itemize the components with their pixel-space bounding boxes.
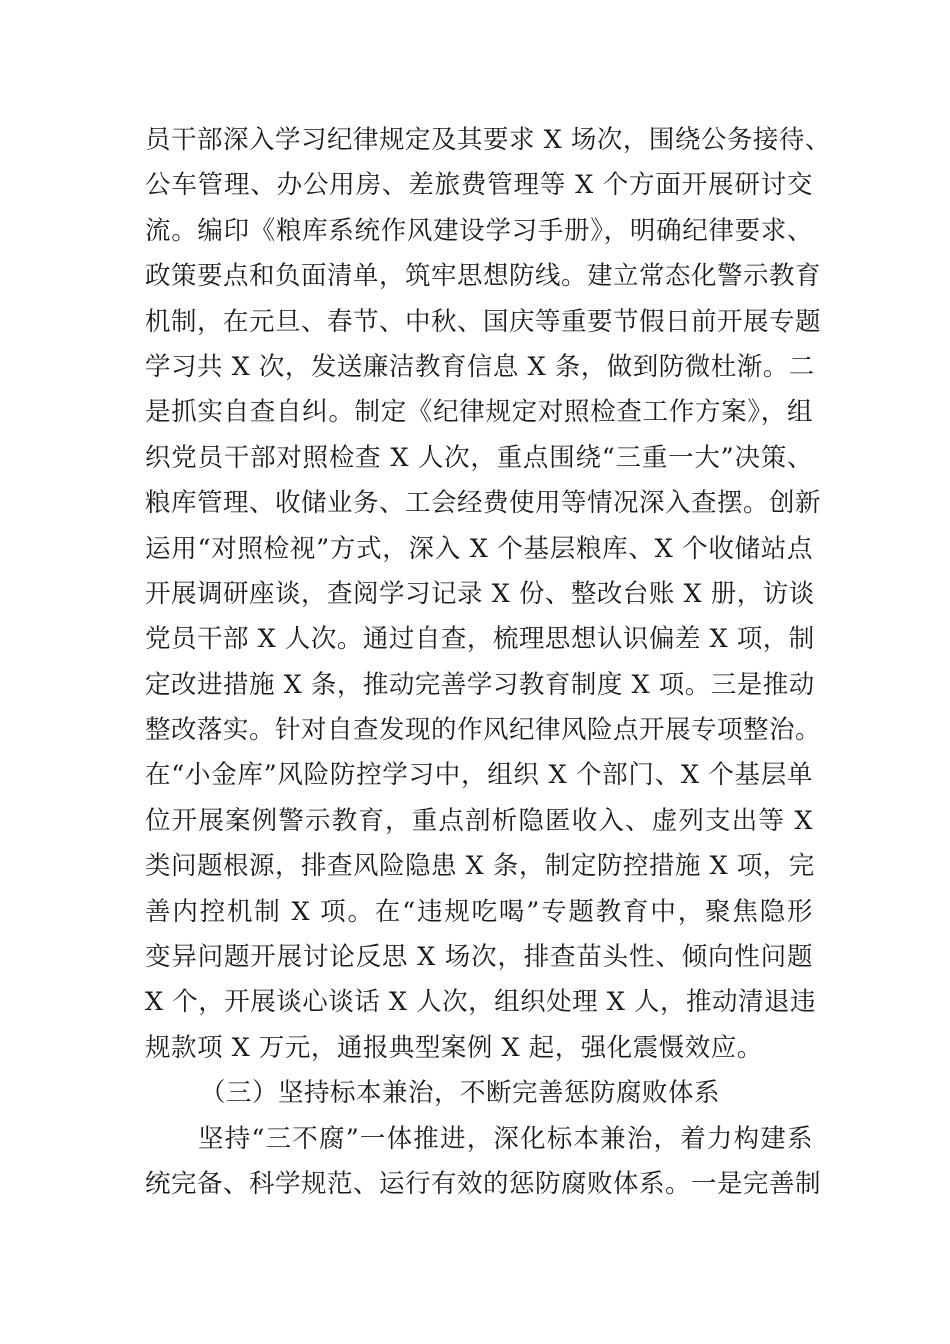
body-line: 学习共 X 次，发送廉洁教育信息 X 条，做到防微杜渐。二 — [145, 351, 815, 382]
document-body — [145, 118, 831, 1207]
body-line: 规款项 X 万元，通报典型案例 X 起，强化震慑效应。 — [145, 1032, 763, 1063]
body-line: 定改进措施 X 条，推动完善学习教育制度 X 项。三是推动 — [145, 669, 815, 700]
body-line: 坚持“三不腐”一体推进，深化标本兼治，着力构建系 — [198, 1123, 813, 1154]
section-heading: （三）坚持标本兼治，不断完善惩防腐败体系 — [200, 1078, 721, 1109]
body-line: 粮库管理、收储业务、工会经费使用等情况深入查摆。创新 — [145, 488, 822, 519]
body-line: 织党员干部对照检查 X 人次，重点围绕“三重一大”决策、 — [145, 442, 813, 473]
body-line: 类问题根源，排查风险隐患 X 条，制定防控措施 X 项，完 — [145, 851, 815, 882]
body-line: 善内控机制 X 项。在“违规吃喝”专题教育中，聚焦隐形 — [145, 896, 813, 927]
body-line: 整改落实。针对自查发现的作风纪律风险点开展专项整治。 — [145, 715, 822, 746]
body-line: 是抓实自查自纠。制定《纪律规定对照检查工作方案》，组 — [145, 397, 813, 428]
body-line: 党员干部 X 人次。通过自查，梳理思想认识偏差 X 项，制 — [145, 624, 815, 655]
body-line: 员干部深入学习纪律规定及其要求 X 场次，围绕公务接待、 — [145, 125, 831, 155]
body-line: 运用“对照检视”方式，深入 X 个基层粮库、X 个收储站点 — [145, 533, 813, 564]
body-line: 位开展案例警示教育，重点剖析隐匿收入、虚列支出等 X — [145, 805, 813, 836]
body-line: 政策要点和负面清单，筑牢思想防线。建立常态化警示教育 — [145, 261, 822, 292]
body-line: 变异问题开展讨论反思 X 场次，排查苗头性、倾向性问题 — [145, 942, 813, 973]
body-line: 公车管理、办公用房、差旅费管理等 X 个方面开展研讨交 — [145, 170, 813, 201]
body-line: 流。编印《粮库系统作风建设学习手册》，明确纪律要求、 — [145, 215, 813, 246]
body-line: 统完备、科学规范、运行有效的惩防腐败体系。一是完善制 — [145, 1168, 822, 1199]
body-line: 机制，在元旦、春节、中秋、国庆等重要节假日前开展专题 — [145, 306, 822, 337]
body-line: 在“小金库”风险防控学习中，组织 X 个部门、X 个基层单 — [145, 760, 813, 791]
body-line: X 个，开展谈心谈话 X 人次，组织处理 X 人，推动清退违 — [145, 987, 816, 1018]
body-line: 开展调研座谈，查阅学习记录 X 份、整改台账 X 册，访谈 — [145, 578, 815, 609]
